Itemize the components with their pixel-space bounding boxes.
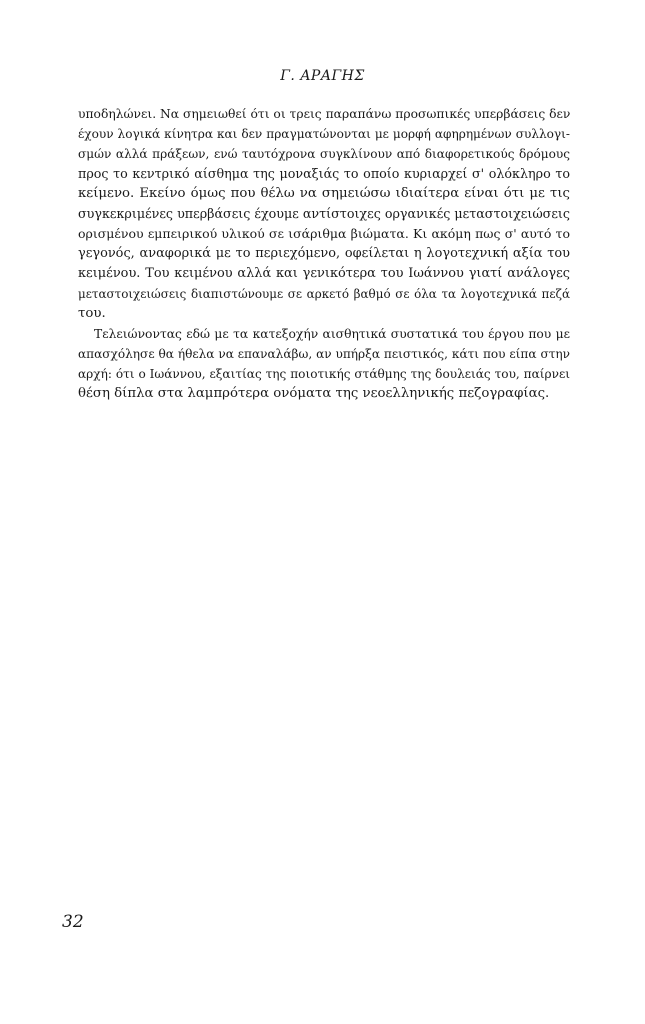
text-line: σμών αλλά πράξεων, ενώ ταυτόχρονα συγκλίνουν από διαφορετικούς δρόμους (78, 147, 570, 161)
page-number: 32 (62, 912, 84, 932)
text-line: μεταστοιχειώσεις διαπιστώνουμε σε αρκετό βαθμό σε όλα τα λογοτεχνικά πεζά (78, 287, 570, 301)
text-line: κείμενο. Εκείνο όμως που θέλω να σημειώσω ιδιαίτερα είναι ότι με τις (78, 186, 570, 201)
text-line: έχουν λογικά κίνητρα και δεν πραγματώνονται με μορφή αφηρημένων συλλογι- (78, 127, 570, 141)
text-line: του. (78, 306, 106, 321)
text-line: θέση δίπλα στα λαμπρότερα ονόματα της νεοελληνικής πεζογραφίας. (78, 386, 550, 401)
text-line: ορισμένου εμπειρικού υλικού σε ισάριθμα βιώματα. Κι ακόμη πως σ' αυτό το (78, 226, 570, 241)
text-line: απασχόλησε θα ήθελα να επαναλάβω, αν υπήρξα πειστικός, κάτι που είπα στην (78, 347, 570, 361)
text-line: συγκεκριμένες υπερβάσεις έχουμε αντίστοιχες οργανικές μεταστοιχειώσεις (78, 206, 570, 221)
text-line: γεγονός, αναφορικά με το περιεχόμενο, οφείλεται η λογοτεχνική αξία του (78, 246, 570, 261)
text-line: υποδηλώνει. Να σημειωθεί ότι οι τρεις παραπάνω προσωπικές υπερβάσεις δεν (78, 107, 571, 121)
text-line: προς το κεντρικό αίσθημα της μοναξιάς το οποίο κυριαρχεί σ' ολόκληρο το (78, 166, 570, 181)
text-line: Τελειώνοντας εδώ με τα κατεξοχήν αισθητικά συστατικά του έργου που με (94, 327, 570, 341)
body-text (78, 104, 570, 404)
text-line: αρχή: ότι ο Ιωάννου, εξαιτίας της ποιοτικής στάθμης της δουλειάς του, παίρνει (78, 367, 570, 381)
running-header: Γ. ΑΡΑΓΗΣ (280, 68, 365, 84)
text-line: κειμένου. Του κειμένου αλλά και γενικότερα του Ιωάννου γιατί ανάλογες (78, 266, 570, 281)
